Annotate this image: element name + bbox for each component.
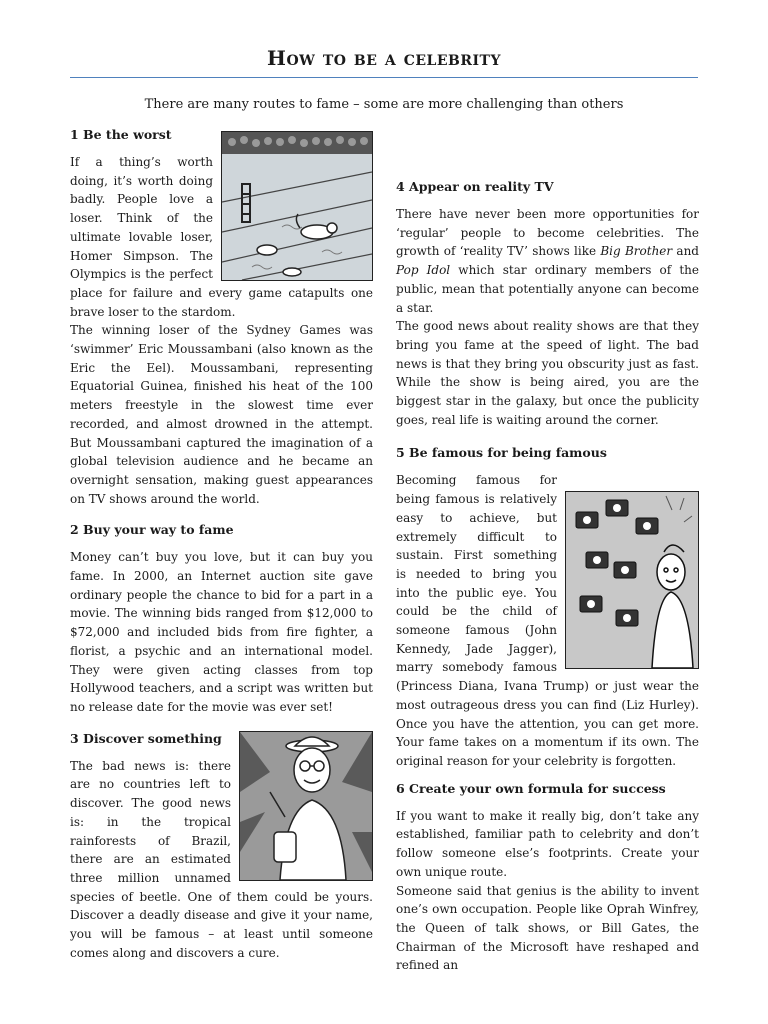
section-3-heading: 3 Discover something xyxy=(70,730,222,746)
section-6-paragraph-2: Someone said that genius is the ability to invent one’s own occupation. People like Oprah Winfrey, the Queen of talk shows, or Bill Gates, the Chairman of the Microsoft have reshaped and refined an xyxy=(396,883,699,973)
explorer-illustration xyxy=(239,731,373,881)
show-pop-idol: Pop Idol xyxy=(396,263,451,278)
section-6-heading: 6 Create your own formula for success xyxy=(396,780,666,796)
section-4-heading: 4 Appear on reality TV xyxy=(396,179,554,194)
section-1-paragraph-1: If a thing’s worth doing, it’s worth doing badly. People love a loser. Think of the ultimate lovable loser, Homer Simpson. The Olympics is the perfect place for failure and every game catapults one brave loser to the stardom. xyxy=(70,155,373,319)
page-subtitle: There are many routes to fame – some are more challenging than others xyxy=(144,97,624,112)
paparazzi-illustration xyxy=(565,491,699,669)
swimming-pool-illustration xyxy=(221,131,373,281)
title-rule xyxy=(70,77,698,78)
section-5-paragraph-1: Becoming famous for being famous is relatively easy to achieve, but extremely difficult to sustain. First something is needed to bring you into the public eye. You could be the child of someone famous (John Kennedy, Jade Jagger), marry somebody famous (Princess Diana, Ivana Trump) or just wear the most outrageous dress you can find (Liz Hurley). Once you have the attention, you can get more. Your fame takes on a momentum if its own. The original reason for your celebrity is forgotten. xyxy=(396,473,699,768)
section-6-paragraph-1: If you want to make it really big, don’t take any established, familiar path to celebrity and don’t follow someone else’s footprints. Create your own unique route. xyxy=(396,808,699,879)
swimming-pool-icon xyxy=(222,132,372,280)
paparazzi-icon xyxy=(566,492,698,668)
left-column xyxy=(70,125,373,962)
right-column xyxy=(396,127,699,975)
section-2-paragraph-1: Money can’t buy you love, but it can buy you fame. In 2000, an Internet auction site gave ordinary people the chance to bid for a part in a movie. The winning bids ranged from $12,000 to $72,000 and included bids from fire fighter, a florist, a psychic and an international model. They were given acting classes from top Hollywood teachers, and a script was written but no release date for the movie was ever set! xyxy=(70,550,373,714)
section-4-paragraph-2: The good news about reality shows are that they bring you fame at the speed of light. The bad news is that they bring you obscurity just as fast. While the show is being aired, you are the biggest star in the galaxy, but once the publicity goes, real life is waiting around the corner. xyxy=(396,319,699,427)
section-1-heading: 1 Be the worst xyxy=(70,127,172,142)
show-big-brother: Big Brother xyxy=(600,244,673,259)
section-3-paragraph-1: The bad news is: there are no countries left to discover. The good news is: in the tropical rainforests of Brazil, there are an estimated three million unnamed species of beetle. One of them could be yours. Discover a deadly disease and give it your name, you will be famous – at least until someone comes along and discovers a cure. xyxy=(70,758,373,960)
section-5-heading: 5 Be famous for being famous xyxy=(396,445,607,461)
page-title: How to be a celebrity xyxy=(267,46,501,70)
section-2-heading: 2 Buy your way to fame xyxy=(70,522,234,538)
section-1-paragraph-2: The winning loser of the Sydney Games was ‘swimmer’ Eric Moussambani (also known as the Eric the Eel). Moussambani, representing Equatorial Guinea, finished his heat of the 100 meters freestyle in the slowest time ever recorded, and almost drowned in the attempt. But Moussambani captured the imagination of a global television audience and he became an overnight sensation, making guest appearances on TV shows around the world. xyxy=(70,323,373,506)
explorer-icon xyxy=(240,732,372,880)
section-4-paragraph-1: There have never been more opportunities for ‘regular’ people to become celebrities. The growth of ‘reality TV’ shows like Big Brother and Pop Idol which star ordinary members of the public, mean that potentially anyone can become a star. xyxy=(396,207,699,315)
